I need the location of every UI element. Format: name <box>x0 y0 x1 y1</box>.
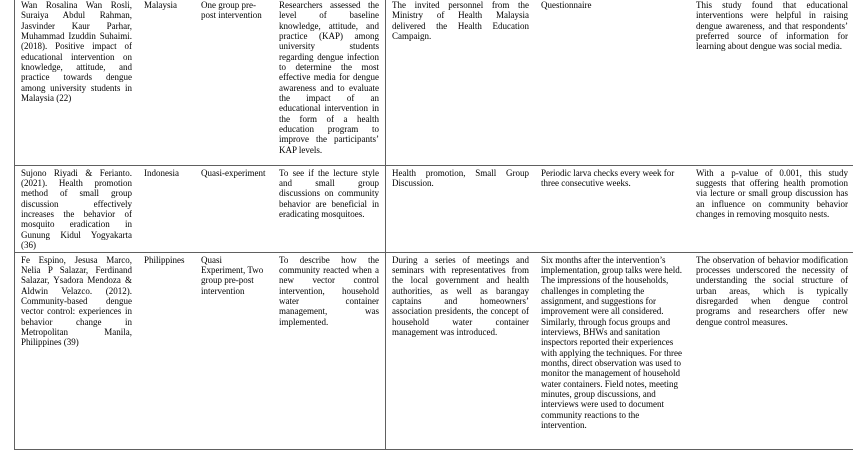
intervention-cell: Health promotion, Small Group Discussion. <box>392 167 529 188</box>
table-row <box>15 0 853 165</box>
objective-cell: Researchers assessed the level of baseline knowledge, attitude, and practice (KAP) among university students regarding dengue infection to determine the most effective media for dengue awareness and to evaluate the impact of an educational intervention in the form of a health education program to improve the participants’ KAP levels. <box>273 0 386 165</box>
intervention-cell: The invited personnel from the Ministry of Health Malaysia delivered the Health Education Campaign. <box>392 0 529 42</box>
country-cell: Philippines <box>144 254 185 265</box>
country-cell: Malaysia <box>144 0 177 10</box>
authors-citation-cell: Wan Rosalina Wan Rosli, Suraiya Abdul Rahman, Jasvinder Kaur Parhar, Muhammad Izuddin Suhaimi. (2018). Positive impact of educational intervention on knowledge, attitude, and practice towards dengue among university students in Malaysia (22) <box>21 0 132 104</box>
study-design-cell: One group pre-post intervention <box>201 0 262 21</box>
literature-review-table <box>14 0 853 450</box>
study-design-cell: Quasi-experiment <box>201 167 266 178</box>
study-design-cell: Quasi Experiment, Two group pre-post intervention <box>201 254 264 296</box>
data-collection-cell: Six months after the intervention’s implementation, group talks were held. The impressions of the households, challenges in completing the assignment, and suggestions for improvement were all considered. Similarly, through focus groups and interviews, BHWs and sanitation inspectors reported their experiences with applying the techniques. For three months, direct observation was used to monitor the management of household water containers. Field notes, meeting minutes, group discussions, and interviews were used to document community reactions to the intervention. <box>541 254 682 430</box>
table-row <box>15 165 853 252</box>
findings-cell: This study found that educational interventions were helpful in raising dengue awareness, and that respondents’ preferred source of information for learning about dengue was social media. <box>696 0 848 52</box>
intervention-cell: During a series of meetings and seminars with representatives from the local government and health authorities, as well as barangay captains and homeowners’ association presidents, the concept of household water container management was introduced. <box>392 254 529 337</box>
authors-citation-cell: Sujono Riyadi & Ferianto. (2021). Health promotion method of small group discussion effectively increases the behavior of mosquito eradication in Gunung Kidul Yogyakarta (36) <box>21 167 132 250</box>
findings-cell: The observation of behavior modification processes underscored the necessity of understanding the social structure of urban areas, which is typically disregarded when dengue control programs and researchers offer new dengue control measures. <box>696 254 848 327</box>
data-collection-cell: Questionnaire <box>541 0 592 10</box>
authors-citation-cell: Fe Espino, Jesusa Marco, Nelia P Salazar, Ferdinand Salazar, Ysadora Mendoza & Aldwin Velazco. (2012). Community-based dengue vector control: experiences in behavior change in Metropolitan Manila, Philippines (39) <box>21 254 132 348</box>
objective-cell: To see if the lecture style and small group discussions on community behavior are beneficial in eradicating mosquitoes. <box>273 165 386 252</box>
table-row <box>15 252 853 449</box>
country-cell: Indonesia <box>144 167 179 178</box>
data-collection-cell: Periodic larva checks every week for three consecutive weeks. <box>541 167 675 188</box>
objective-cell: To describe how the community reacted when a new vector control intervention, household water container management, was implemented. <box>273 252 386 449</box>
findings-cell: With a p-value of 0.001, this study suggests that offering health promotion via lecture or small group discussion has an influence on community behavior changes in removing mosquito nests. <box>696 167 848 219</box>
